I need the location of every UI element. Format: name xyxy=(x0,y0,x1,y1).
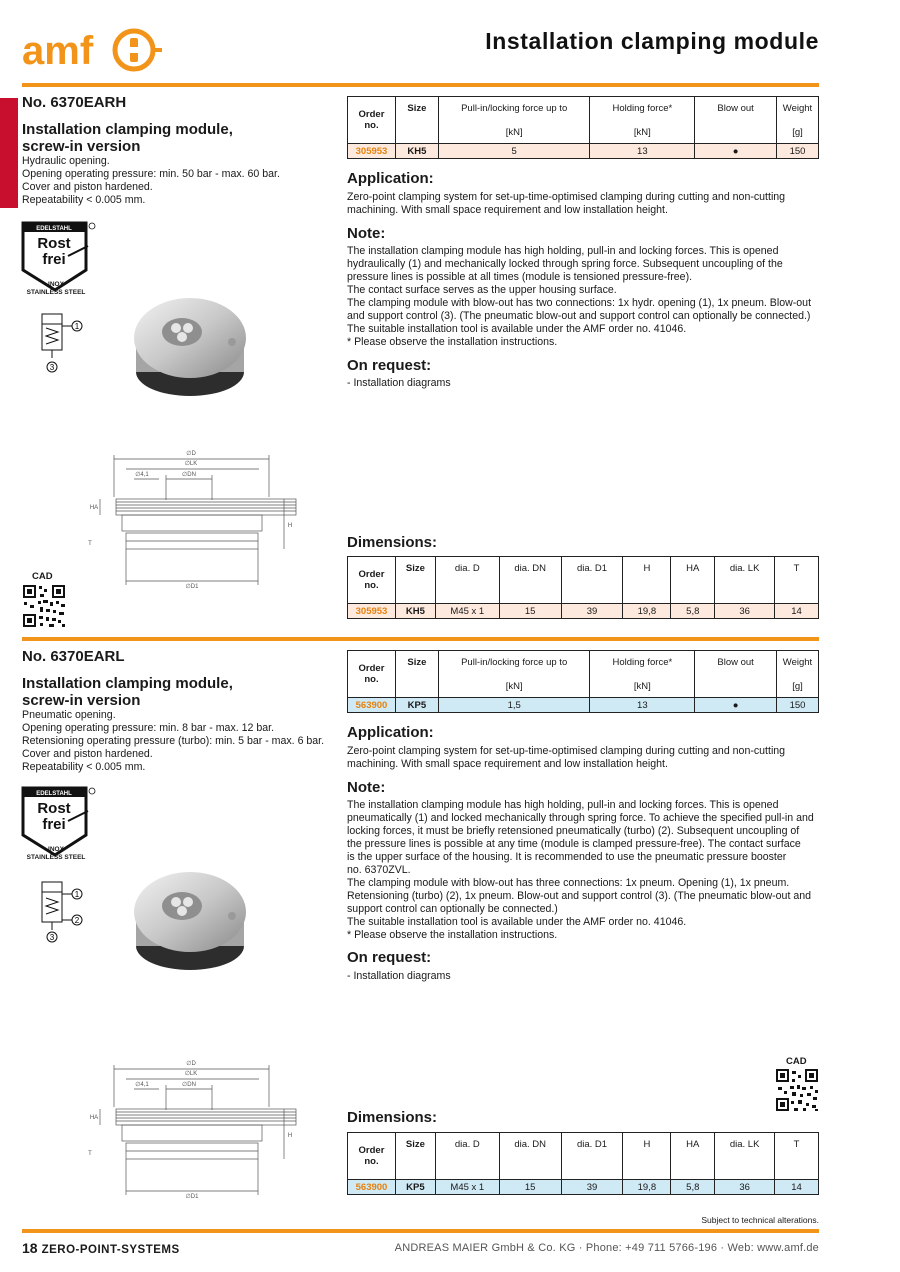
on-request-heading: On request: xyxy=(347,357,432,374)
on-request-heading: On request: xyxy=(347,949,432,966)
col-weight-header: Weight [g] xyxy=(776,97,818,144)
svg-text:1: 1 xyxy=(74,322,80,331)
table-row: 305953 KH5 5 13 ● 150 xyxy=(348,144,819,159)
product-title: Installation clamping module, screw-in version xyxy=(22,675,233,709)
application-heading: Application: xyxy=(347,724,434,741)
svg-text:∅4,1: ∅4,1 xyxy=(135,472,149,478)
pneumatic-symbol-icon xyxy=(38,880,92,944)
svg-text:2: 2 xyxy=(74,916,80,925)
technical-drawing xyxy=(88,445,304,595)
section-divider xyxy=(22,637,819,641)
note-heading: Note: xyxy=(347,225,386,242)
page-number: 18 ZERO-POINT-SYSTEMS xyxy=(22,1240,180,1256)
col-order-header: Order no. xyxy=(348,651,396,698)
order-number[interactable]: 563900 xyxy=(348,1180,396,1195)
technical-alterations-note: Subject to technical alterations. xyxy=(701,1215,819,1225)
stainless-label: INOX STAINLESS STEEL xyxy=(26,281,86,296)
svg-text:T: T xyxy=(88,541,92,547)
chapter-tab xyxy=(0,98,18,208)
dimensions-table: Order no. Size dia. D dia. DN dia. D1 H HA dia. LK T 563900 KP5 M45 x 1 15 39 19,8 5,8 36 14 xyxy=(347,1132,819,1195)
col-size-header: Size xyxy=(395,651,438,698)
svg-text:∅D1: ∅D1 xyxy=(185,1194,199,1200)
product-title: Installation clamping module, screw-in version xyxy=(22,121,233,155)
table-row: 563900 KP5 1,5 13 ● 150 xyxy=(348,698,819,713)
svg-text:3: 3 xyxy=(49,933,55,942)
on-request-text: - Installation diagrams xyxy=(347,377,451,389)
svg-text:H: H xyxy=(287,1133,293,1139)
application-heading: Application: xyxy=(347,170,434,187)
svg-text:∅LK: ∅LK xyxy=(184,461,198,467)
order-table xyxy=(347,650,819,713)
cad-qr-code[interactable] xyxy=(775,1068,819,1112)
note-heading: Note: xyxy=(347,779,386,796)
svg-text:∅DN: ∅DN xyxy=(182,472,196,478)
svg-text:∅D1: ∅D1 xyxy=(185,584,199,590)
svg-text:H: H xyxy=(287,523,293,529)
company-info: ANDREAS MAIER GmbH & Co. KG · Phone: +49 711 5766-196 · Web: www.amf.de xyxy=(394,1242,819,1254)
col-holding-header: Holding force* [kN] xyxy=(590,97,695,144)
svg-text:Rost: Rost xyxy=(37,800,71,817)
svg-text:frei: frei xyxy=(42,816,66,833)
svg-text:HA: HA xyxy=(89,505,99,511)
svg-text:HA: HA xyxy=(89,1115,99,1121)
product-photo xyxy=(128,290,258,400)
amf-logo xyxy=(22,26,162,74)
order-number[interactable]: 563900 xyxy=(348,698,396,713)
dimensions-heading: Dimensions: xyxy=(347,534,438,551)
technical-drawing xyxy=(88,1055,304,1205)
svg-text:frei: frei xyxy=(42,251,66,268)
svg-text:∅D: ∅D xyxy=(186,451,196,457)
svg-text:∅4,1: ∅4,1 xyxy=(135,1082,149,1088)
order-number[interactable]: 305953 xyxy=(348,604,396,619)
product-photo xyxy=(128,864,258,974)
product-number: No. 6370EARL xyxy=(22,648,125,665)
dimensions-table: Order no. Size dia. D dia. DN dia. D1 H HA dia. LK T 305953 KH5 M45 x 1 15 39 19,8 5,8 36 14 xyxy=(347,556,819,619)
svg-text:∅LK: ∅LK xyxy=(184,1071,198,1077)
product-specs: Hydraulic opening. Opening operating pressure: min. 50 bar - max. 60 bar. Cover and piston hardened. Repeatability < 0.005 mm. xyxy=(22,155,280,206)
col-order-header: Order no. xyxy=(348,97,396,144)
order-number[interactable]: 305953 xyxy=(348,144,396,159)
on-request-text: - Installation diagrams xyxy=(347,970,451,982)
col-weight-header: Weight [g] xyxy=(776,651,818,698)
hydraulic-symbol-icon xyxy=(38,312,92,372)
cad-label: CAD xyxy=(32,571,53,582)
svg-text:Rost: Rost xyxy=(37,235,71,252)
col-blow-header: Blow out xyxy=(695,651,777,698)
logo-text: amf xyxy=(22,29,94,73)
svg-text:∅DN: ∅DN xyxy=(182,1082,196,1088)
cad-qr-code[interactable] xyxy=(22,584,66,628)
table-row: 305953 KH5 M45 x 1 15 39 19,8 5,8 36 14 xyxy=(348,604,819,619)
blow-out-dot-icon: ● xyxy=(695,144,777,159)
svg-text:EDELSTAHL: EDELSTAHL xyxy=(36,226,72,232)
page-title: Installation clamping module xyxy=(485,28,819,54)
svg-text:1: 1 xyxy=(74,890,80,899)
order-table xyxy=(347,96,819,159)
table-row: 563900 KP5 M45 x 1 15 39 19,8 5,8 36 14 xyxy=(348,1180,819,1195)
col-size-header: Size xyxy=(395,97,438,144)
product-specs: Pneumatic opening. Opening operating pressure: min. 8 bar - max. 12 bar. Retensioning operating pressure (turbo): min. 5 bar - max. 6 bar. Cover and piston hardened. Repeatability < 0.005 mm. xyxy=(22,709,325,773)
svg-text:3: 3 xyxy=(49,363,55,372)
header-divider xyxy=(22,83,819,87)
product-number: No. 6370EARH xyxy=(22,94,127,111)
blow-out-dot-icon: ● xyxy=(695,698,777,713)
col-force-header: Pull-in/locking force up to [kN] xyxy=(438,651,590,698)
note-text: The installation clamping module has high holding, pull-in and locking forces. This is opened hydraulically (1) and mechanically locked through spring force. Subsequent uncoupling of the pressure lines is possible at all times (module is tensioned pressure-free). The contact surface serves as the upper housing surface. The clamping module with blow-out has two connections: 1x hydr. opening (1), 1x pneum. Blow-out and support control (3). (The pneumatic blow-out and support control can optionally be connected.) The suitable installation tool is available under the AMF order no. 41046. * Please observe the installation instructions. xyxy=(347,245,812,348)
svg-text:∅D: ∅D xyxy=(186,1061,196,1067)
svg-text:EDELSTAHL: EDELSTAHL xyxy=(36,791,72,797)
note-text: The installation clamping module has high holding, pull-in and locking forces. This is opened pneumatically (1) and locked mechanically through spring force. To achieve the specified pull-in and locking forces, it must be briefly retensioned pneumatically (turbo) (2). Subsequent uncoupling of the pressure lines is possible at any time (module is clamped pressure-free). The contact surface is the upper surface of the housing. It is recommended to use the pneumatic pressure booster no. 6370ZVL. The clamping module with blow-out has three connections: 1x pneum. Opening (1), 1x pneum. Retensioning (turbo) (2), 1x pneum. Blow-out and support control (3). (The pneumatic blow-out and support control can optionally be connected.) The suitable installation tool is available under the AMF order no. 41046. * Please observe the installation instructions. xyxy=(347,799,814,941)
dimensions-heading: Dimensions: xyxy=(347,1109,438,1126)
col-force-header: Pull-in/locking force up to [kN] xyxy=(438,97,590,144)
stainless-label: INOX STAINLESS STEEL xyxy=(26,846,86,861)
col-blow-header: Blow out xyxy=(695,97,777,144)
application-text: Zero-point clamping system for set-up-time-optimised clamping during cutting and non-cutting machining. With small space requirement and low installation height. xyxy=(347,745,786,770)
application-text: Zero-point clamping system for set-up-time-optimised clamping during cutting and non-cutting machining. With small space requirement and low installation height. xyxy=(347,191,786,216)
footer-divider xyxy=(22,1229,819,1233)
cad-label: CAD xyxy=(786,1056,807,1067)
svg-text:T: T xyxy=(88,1151,92,1157)
col-holding-header: Holding force* [kN] xyxy=(590,651,695,698)
